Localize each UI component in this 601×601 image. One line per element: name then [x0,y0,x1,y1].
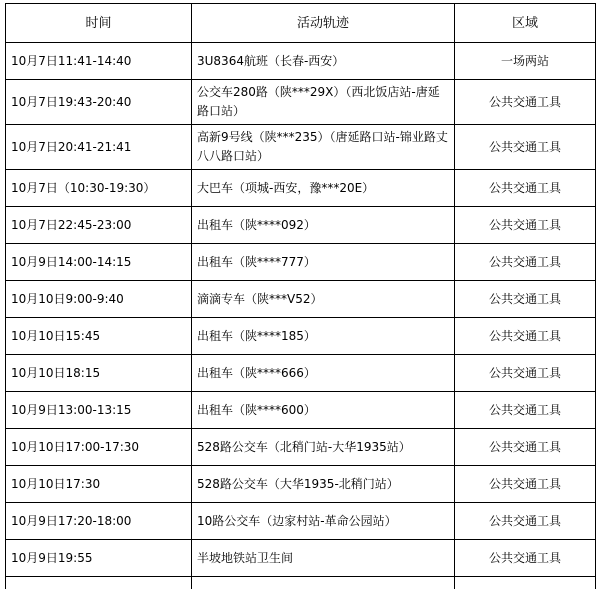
route-cell: 大巴车（项城-西安，豫***20E） [192,170,455,207]
time-cell: 10月10日18:15 [6,355,192,392]
area-cell: 公共交通工具 [455,540,596,577]
route-cell: 公交车280路（陕***29X）（西北饭店站-唐延路口站） [192,80,455,125]
area-cell: 公共交通工具 [455,80,596,125]
route-cell: 10路公交车（边家村站-革命公园站） [192,503,455,540]
time-cell: 10月7日（10:30-19:30） [6,170,192,207]
area-cell: 公共交通工具 [455,125,596,170]
table-row [6,80,596,125]
table-row [6,170,596,207]
header-area: 区域 [455,4,596,43]
time-cell: 10月9日19:55 [6,540,192,577]
area-cell: 一场两站 [455,43,596,80]
itinerary-table [5,3,596,589]
empty-cell [6,577,192,590]
table-row [6,540,596,577]
route-cell: 出租车（陕****600） [192,392,455,429]
route-cell: 528路公交车（大华1935-北稍门站） [192,466,455,503]
route-cell: 半坡地铁站卫生间 [192,540,455,577]
area-cell: 公共交通工具 [455,466,596,503]
table-row [6,466,596,503]
table-row-cut-off [6,577,596,590]
route-cell: 出租车（陕****092） [192,207,455,244]
table-row [6,207,596,244]
header-row [6,4,596,43]
time-cell: 10月7日22:45-23:00 [6,207,192,244]
empty-cell [192,577,455,590]
table-row [6,392,596,429]
table-row [6,125,596,170]
area-cell: 公共交通工具 [455,318,596,355]
route-cell: 528路公交车（北稍门站-大华1935站） [192,429,455,466]
time-cell: 10月7日20:41-21:41 [6,125,192,170]
time-cell: 10月10日17:00-17:30 [6,429,192,466]
time-cell: 10月7日11:41-14:40 [6,43,192,80]
table-row [6,355,596,392]
empty-cell [455,577,596,590]
area-cell: 公共交通工具 [455,281,596,318]
time-cell: 10月10日15:45 [6,318,192,355]
route-cell: 高新9号线（陕***235）（唐延路口站-锦业路丈八八路口站） [192,125,455,170]
time-cell: 10月10日9:00-9:40 [6,281,192,318]
area-cell: 公共交通工具 [455,207,596,244]
header-route: 活动轨迹 [192,4,455,43]
route-cell: 出租车（陕****777） [192,244,455,281]
area-cell: 公共交通工具 [455,170,596,207]
area-cell: 公共交通工具 [455,244,596,281]
table-row [6,503,596,540]
time-cell: 10月7日19:43-20:40 [6,80,192,125]
table-header [6,4,596,43]
area-cell: 公共交通工具 [455,392,596,429]
time-cell: 10月9日14:00-14:15 [6,244,192,281]
table-body [6,43,596,590]
table-row [6,43,596,80]
table-row [6,429,596,466]
route-cell: 滴滴专车（陕***V52） [192,281,455,318]
time-cell: 10月10日17:30 [6,466,192,503]
route-cell: 出租车（陕****185） [192,318,455,355]
route-cell: 3U8364航班（长春-西安） [192,43,455,80]
route-cell: 出租车（陕****666） [192,355,455,392]
area-cell: 公共交通工具 [455,503,596,540]
area-cell: 公共交通工具 [455,429,596,466]
time-cell: 10月9日17:20-18:00 [6,503,192,540]
table-row [6,318,596,355]
area-cell: 公共交通工具 [455,355,596,392]
table-row [6,244,596,281]
table-row [6,281,596,318]
header-time: 时间 [6,4,192,43]
time-cell: 10月9日13:00-13:15 [6,392,192,429]
